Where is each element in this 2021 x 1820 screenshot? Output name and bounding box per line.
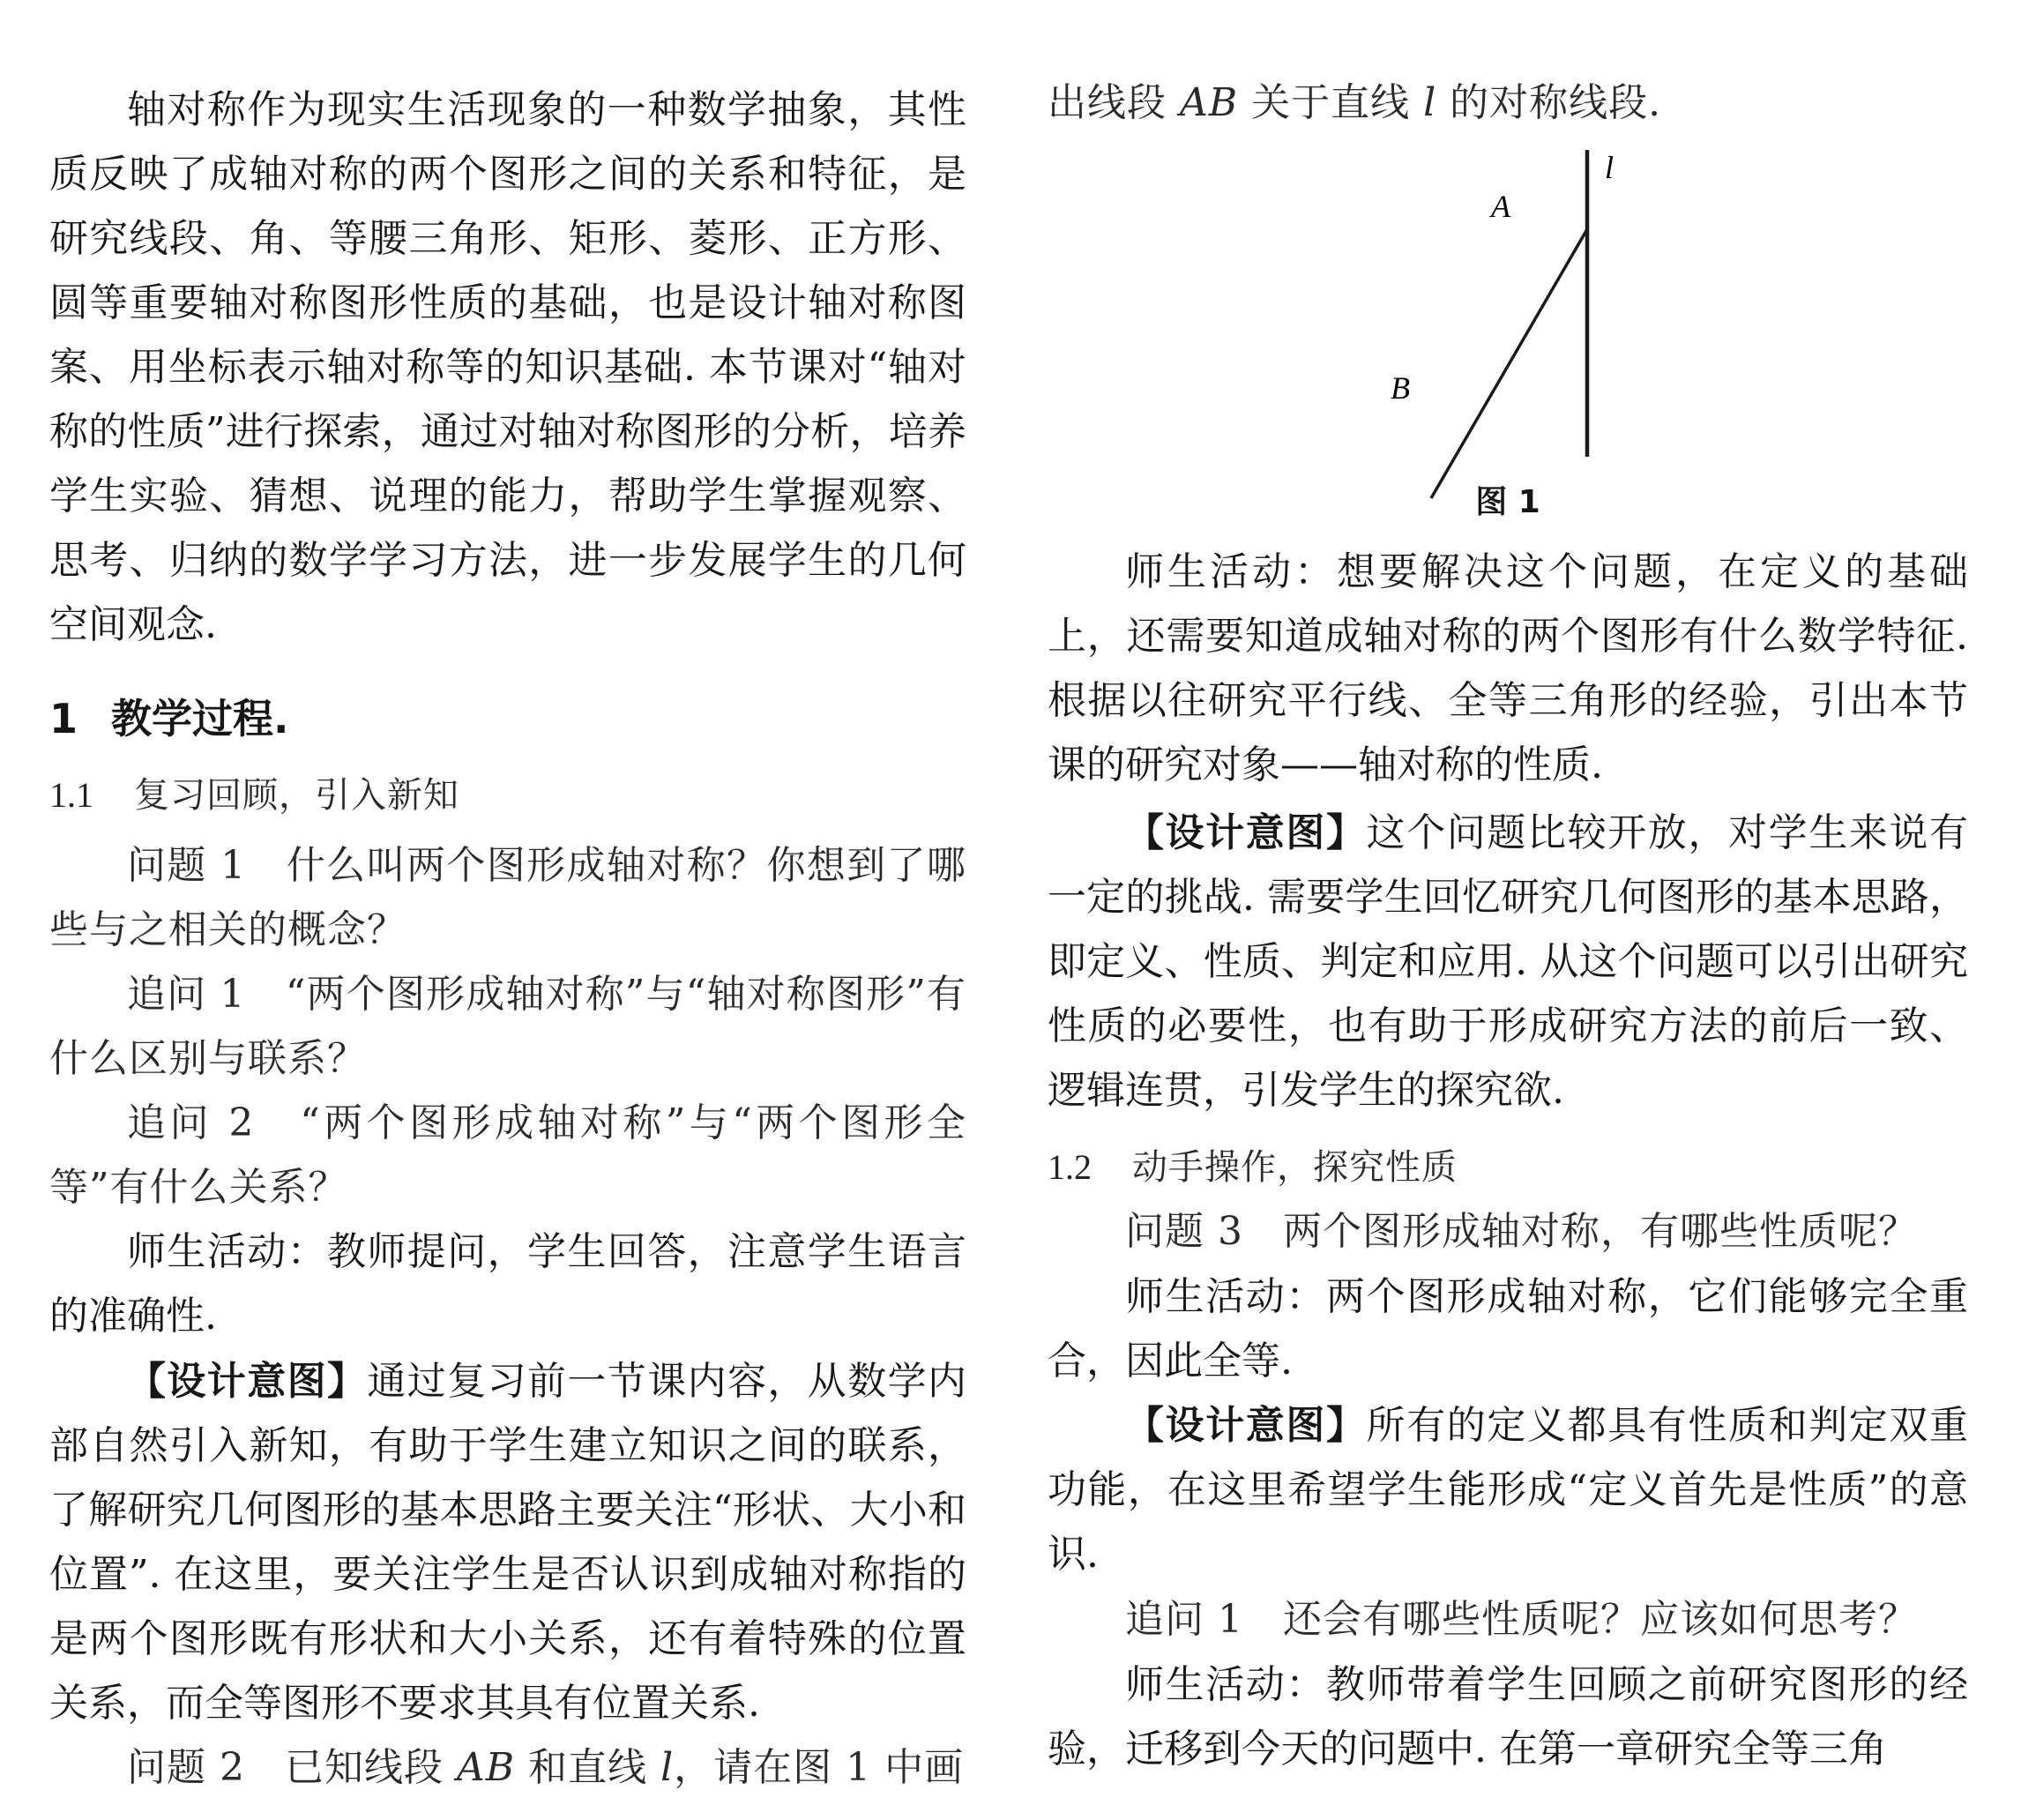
design-intent-2: [1048, 801, 1968, 1123]
subsection-number: 1.2: [1048, 1147, 1092, 1187]
subsection-number: 1.1: [49, 775, 93, 815]
design-intent-tag: 【设计意图】: [127, 1359, 368, 1404]
activity-1: 师生活动：教师提问，学生回答，注意学生语言的准确性.: [49, 1229, 966, 1339]
design-intent-tag: 【设计意图】: [1125, 1403, 1367, 1448]
question-2: 问题 2 已知线段 AB 和直线 l，请在图 1 中画: [127, 1745, 965, 1790]
segment-ab: [1431, 229, 1587, 498]
follow-up-2: 追问 2 “两个图形成轴对称”与“两个图形全等”有什么关系？: [49, 1100, 966, 1210]
design-intent-1: [49, 1349, 966, 1735]
label-a: A: [1491, 189, 1510, 224]
question-1: 问题 1 什么叫两个图形成轴对称？你想到了哪些与之相关的概念？: [49, 843, 966, 952]
figure-1-diagram: [1048, 132, 1968, 538]
question-3: 问题 3 两个图形成轴对称，有哪些性质呢？: [1125, 1209, 1918, 1254]
subsection-heading-1-1: [49, 769, 459, 822]
question-2-continued: 出线段 AB 关于直线 l 的对称线段.: [1048, 80, 1662, 125]
activity-4: 师生活动：教师带着学生回顾之前研究图形的经验，迁移到今天的问题中. 在第一章研究全等三角: [1048, 1662, 1968, 1772]
follow-up-1: 追问 1 “两个图形成轴对称”与“轴对称图形”有什么区别与联系？: [49, 972, 966, 1081]
intro-paragraph: 轴对称作为现实生活现象的一种数学抽象，其性质反映了成轴对称的两个图形之间的关系和特征，是研究线段、角、等腰三角形、矩形、菱形、正方形、圆等重要轴对称图形性质的基础，也是设计轴对称图案、用坐标表示轴对称等的知识基础. 本节课对“轴对称的性质”进行探索，通过对轴对称图形的分析，培养学生实验、猜想、说理的能力，帮助学生掌握观察、思考、归纳的数学学习方法，进一步发展学生的几何空间观念.: [49, 87, 966, 647]
label-b: B: [1391, 370, 1410, 406]
subsection-title: 动手操作，探究性质: [1132, 1147, 1458, 1188]
section-title: 教学过程.: [111, 695, 289, 742]
section-number: 1: [49, 695, 78, 742]
subsection-heading-1-2: [1048, 1141, 1458, 1194]
figure-caption: 图 1: [1475, 484, 1540, 520]
figure-1: [1048, 132, 1968, 538]
subsection-title: 复习回顾，引入新知: [134, 775, 459, 816]
follow-up-3: 追问 1 还会有哪些性质呢？应该如何思考？: [1125, 1597, 1918, 1642]
design-intent-text: 这个问题比较开放，对学生来说有一定的挑战. 需要学生回忆研究几何图形的基本思路，即定义、性质、判定和应用. 从这个问题可以引出研究性质的必要性，也有助于形成研究方法的前后一致、逻辑连贯，引发学生的探究欲.: [1048, 810, 1969, 1113]
design-intent-text: 通过复习前一节课内容，从数学内部自然引入新知，有助于学生建立知识之间的联系，了解研究几何图形的基本思路主要关注“形状、大小和位置”. 在这里，要关注学生是否认识到成轴对称指的是两个图形既有形状和大小关系，还有着特殊的位置关系，而全等图形不要求其具有位置关系.: [49, 1359, 967, 1726]
design-intent-3: [1048, 1393, 1968, 1586]
label-l: l: [1605, 150, 1615, 185]
design-intent-tag: 【设计意图】: [1125, 810, 1367, 855]
section-heading: [49, 692, 288, 745]
activity-3: 师生活动：两个图形成轴对称，它们能够完全重合，因此全等.: [1048, 1274, 1968, 1384]
design-intent-text: 所有的定义都具有性质和判定双重功能，在这里希望学生能形成“定义首先是性质”的意识.: [1048, 1403, 1969, 1577]
activity-2: 师生活动：想要解决这个问题，在定义的基础上，还需要知道成轴对称的两个图形有什么数学特征. 根据以往研究平行线、全等三角形的经验，引出本节课的研究对象——轴对称的性质.: [1048, 549, 1968, 787]
